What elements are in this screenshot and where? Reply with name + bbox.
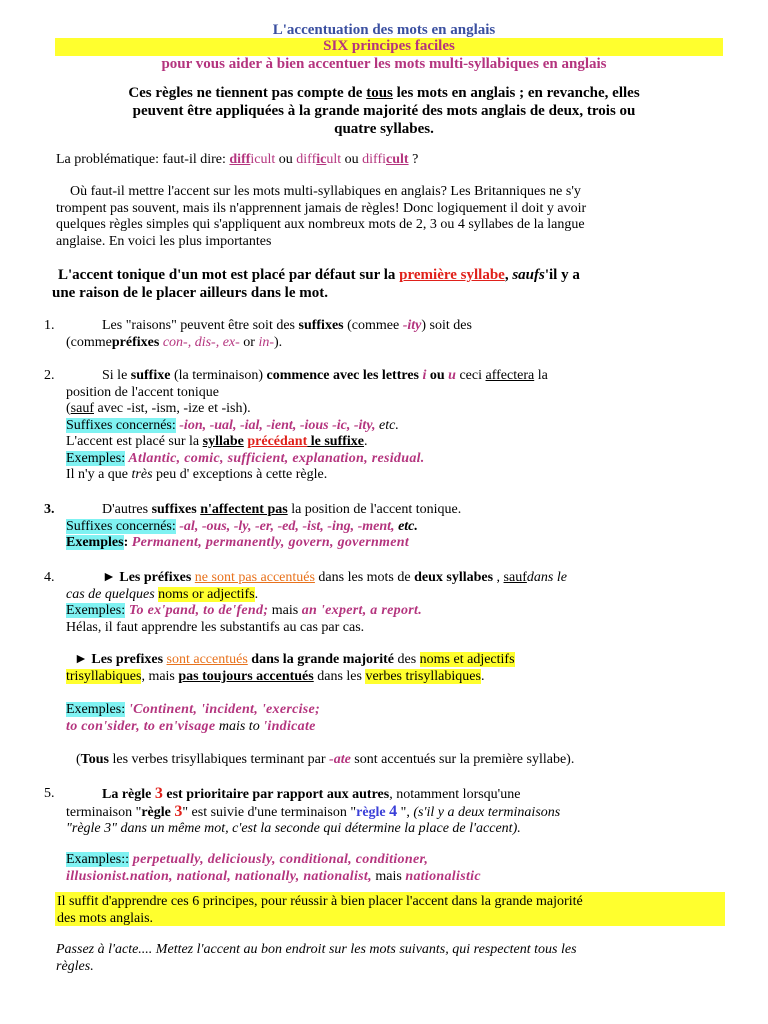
problem-line: La problématique: faut-il dire: difficult ou difficult ou difficult ? (56, 152, 419, 167)
summary-box: Il suffit d'apprendre ces 6 principes, pour réussir à bien placer l'accent dans la grande majorité des mots anglais. (55, 892, 725, 926)
main-rule: L'accent tonique d'un mot est placé par défaut sur la première syllabe, saufs'il y a une raison de le placer ailleurs dans le mot. (52, 267, 580, 301)
exercise-instruction: Passez à l'acte.... Mettez l'accent au bon endroit sur les mots suivants, qui respectent tous les règles. (56, 942, 577, 974)
prefix-stressed-rule: ► Les prefixes sont accentués dans la grande majorité des noms et adjectifs trisyllabiques, mais pas toujours accentués dans les verbes trisyllabiques. (66, 652, 515, 684)
rule-item-4: 4. ► Les préfixes ne sont pas accentués dans les mots de deux syllabes , saufdans le cas de quelques noms or adjectifs. Exemples: To ex'pand, to de'fend; mais an 'expert, a report. Hélas, il faut apprendre les substantifs au cas par cas. (44, 570, 567, 635)
explanation-paragraph: Où faut-il mettre l'accent sur les mots multi-syllabiques en anglais? Les Britanniques ne s'y trompent pas souvent, mais ils n'apprennent jamais de règles! Donc logiquement il doit y avoir quelques règles simples qui s'appliquent aux nombreux mots de 2, 3 ou 4 syllabes de la langue anglaise. En voici les plus importantes (56, 184, 587, 249)
prefix-examples: Exemples: 'Continent, 'incident, 'exercise; to con'sider, to en'visage mais to 'indicate (66, 702, 321, 734)
subtitle-highlight (55, 38, 723, 56)
document-title: L'accentuation des mots en anglais (272, 22, 496, 38)
verbs-ate-note: (Tous les verbes trisyllabiques terminant par -ate sont accentués sur la première syllabe). (76, 752, 575, 767)
rule-5-examples: Examples:: perpetually, deliciously, conditional, conditioner, illusionist.nation, national, nationally, nationalist, mais nationalistic (66, 852, 481, 884)
intro-paragraph: Ces règles ne tiennent pas compte de tous les mots en anglais ; en revanche, elles peuvent être appliquées à la grande majorité des mots anglais de deux, trois ou quatre syllabes. (128, 85, 640, 137)
rule-item-2: 2. Si le suffixe (la terminaison) commence avec les lettres i ou u ceci affectera la position de l'accent tonique (sauf avec -ist, -ism, -ize et -ish). Suffixes concernés: -ion, -ual, -ial, -ient, -ious -ic, -ity, etc. L'accent est placé sur la syllabe précédant le suffixe. Exemples: Atlantic, comic, sufficient, explanation, residual. Il n'y a que très peu d' exceptions à cette règle. (44, 368, 548, 482)
rule-item-1: 1. Les "raisons" peuvent être soit des suffixes (commee -ity) soit des (commepréfixes con-, dis-, ex- or in-). (44, 318, 472, 350)
document-subtitle: SIX principes faciles (323, 38, 455, 54)
document-tagline: pour vous aider à bien accentuer les mots multi-syllabiques en anglais (161, 56, 607, 72)
rule-item-5: 5. La règle 3 est prioritaire par rapport aux autres, notamment lorsqu'une terminaison "règle 3" est suivie d'une terminaison "règle 4 ", (s'il y a deux terminaisons "règle 3" dans un même mot, c'est la seconde qui détermine la place de l'accent). (44, 785, 561, 836)
rule-item-3: 3. D'autres suffixes n'affectent pas la position de l'accent tonique. Suffixes concernés: -al, -ous, -ly, -er, -ed, -ist, -ing, -ment, etc. Exemples: Permanent, permanently, govern, government (44, 502, 462, 550)
